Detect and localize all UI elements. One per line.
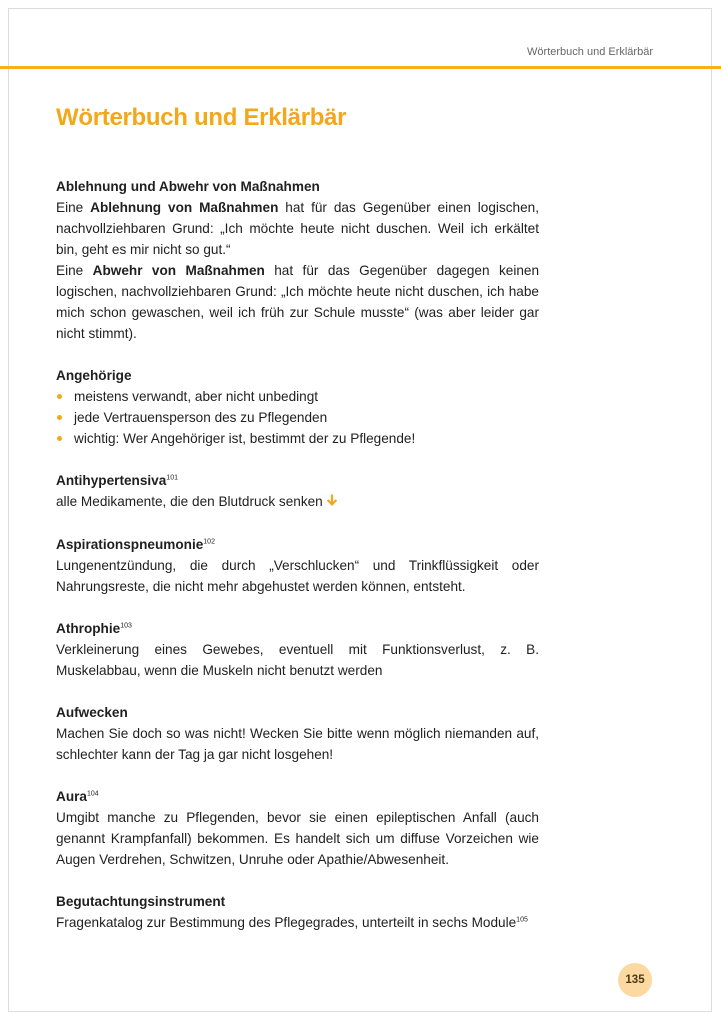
entry-begutachtungsinstrument [56, 891, 539, 933]
entry-term [56, 618, 539, 639]
header-rule [0, 66, 721, 69]
footnote-ref[interactable]: 103 [120, 622, 132, 630]
entry-text: Lungenentzündung, die durch „Verschlucken“ und Trinkflüssigkeit oder Nahrungsreste, die nicht mehr abgehustet werden können, entsteht. [56, 557, 539, 594]
arrow-down-icon [326, 492, 338, 513]
bold-term: Ablehnung von Maßnahmen [90, 200, 279, 215]
entry-angehoerige [56, 365, 539, 449]
list-item-text: meistens verwandt, aber nicht unbedingt [74, 389, 319, 404]
entry-aufwecken [56, 702, 539, 765]
text-fragment: alle Medikamente, die den Blutdruck senken [56, 494, 323, 509]
text-fragment: Fragenkatalog zur Bestimmung des Pflegegrades, unterteilt in sechs Module [56, 914, 517, 930]
entry-text [56, 912, 539, 933]
bullet-list [56, 386, 539, 449]
entry-ablehnung [56, 176, 539, 344]
entry-aura [56, 786, 539, 870]
list-item [56, 407, 539, 428]
bullet-icon [57, 415, 62, 420]
footnote-ref[interactable]: 105 [516, 916, 528, 924]
footnote-ref[interactable]: 104 [86, 790, 99, 798]
entry-term: Ablehnung und Abwehr von Maßnahmen [56, 179, 320, 194]
term-text: Aspirationspneumonie [56, 536, 204, 552]
bullet-icon [57, 436, 62, 441]
term-text: Antihypertensiva [56, 473, 167, 488]
entry-text: Machen Sie doch so was nicht! Wecken Sie bitte wenn möglich niemanden auf, schlechter kann der Tag ja gar nicht losgehen! [56, 725, 539, 762]
entry-term: Angehörige [56, 368, 132, 383]
term-text: Athrophie [56, 620, 121, 636]
footnote-ref[interactable]: 102 [203, 538, 215, 546]
page-title: Wörterbuch und Erklärbär [56, 104, 347, 131]
entry-text: Umgibt manche zu Pflegenden, bevor sie einen epileptischen Anfall (auch genannt Krampfanfall) bekommen. Es handelt sich um diffuse Vorzeichen wie Augen Verdrehen, Schwitzen, Unruhe oder Apathie/Abwesenheit. [56, 809, 539, 867]
entry-term [56, 470, 539, 491]
running-header: Wörterbuch und Erklärbär [527, 46, 653, 58]
footnote-ref[interactable]: 101 [166, 474, 178, 482]
entry-term [56, 534, 539, 555]
glossary [56, 176, 539, 954]
text-fragment: Eine [56, 263, 93, 278]
entry-text: Verkleinerung eines Gewebes, eventuell mit Funktionsverlust, z. B. Muskelabbau, wenn die Muskeln nicht benutzt werden [56, 641, 539, 678]
list-item-text: wichtig: Wer Angehöriger ist, bestimmt der zu Pflegende! [74, 431, 416, 446]
term-text: Aura [56, 788, 87, 804]
entry-athrophie [56, 618, 539, 681]
text-fragment: hat für das Gegenüber einen logischen, nachvollziehbaren Grund: „Ich möchte heute nicht duschen. Weil ich erkältet bin, geht es mir nicht so gut.“ [56, 200, 539, 257]
text-fragment: hat für das Gegenüber dagegen keinen logischen, nachvollziehbaren Grund: „Ich möchte heute nicht duschen, ich habe mich schon gewaschen, weil ich früh zur Schule musste“ (was aber leider gar nicht stimmt). [56, 263, 540, 341]
entry-antihypertensiva [56, 470, 539, 513]
entry-text [56, 197, 539, 260]
page-number-badge: 135 [618, 963, 652, 997]
bullet-icon [57, 394, 62, 399]
bold-term: Abwehr von Maßnahmen [92, 263, 265, 278]
entry-term [56, 786, 539, 807]
text-fragment: Eine [56, 200, 91, 215]
list-item-text: jede Vertrauensperson des zu Pflegenden [74, 410, 328, 425]
entry-text [56, 260, 539, 344]
list-item [56, 386, 539, 407]
entry-term: Aufwecken [56, 704, 128, 720]
entry-aspirationspneumonie [56, 534, 539, 597]
list-item [56, 428, 539, 449]
entry-text [56, 491, 539, 513]
entry-term: Begutachtungsinstrument [56, 893, 226, 909]
